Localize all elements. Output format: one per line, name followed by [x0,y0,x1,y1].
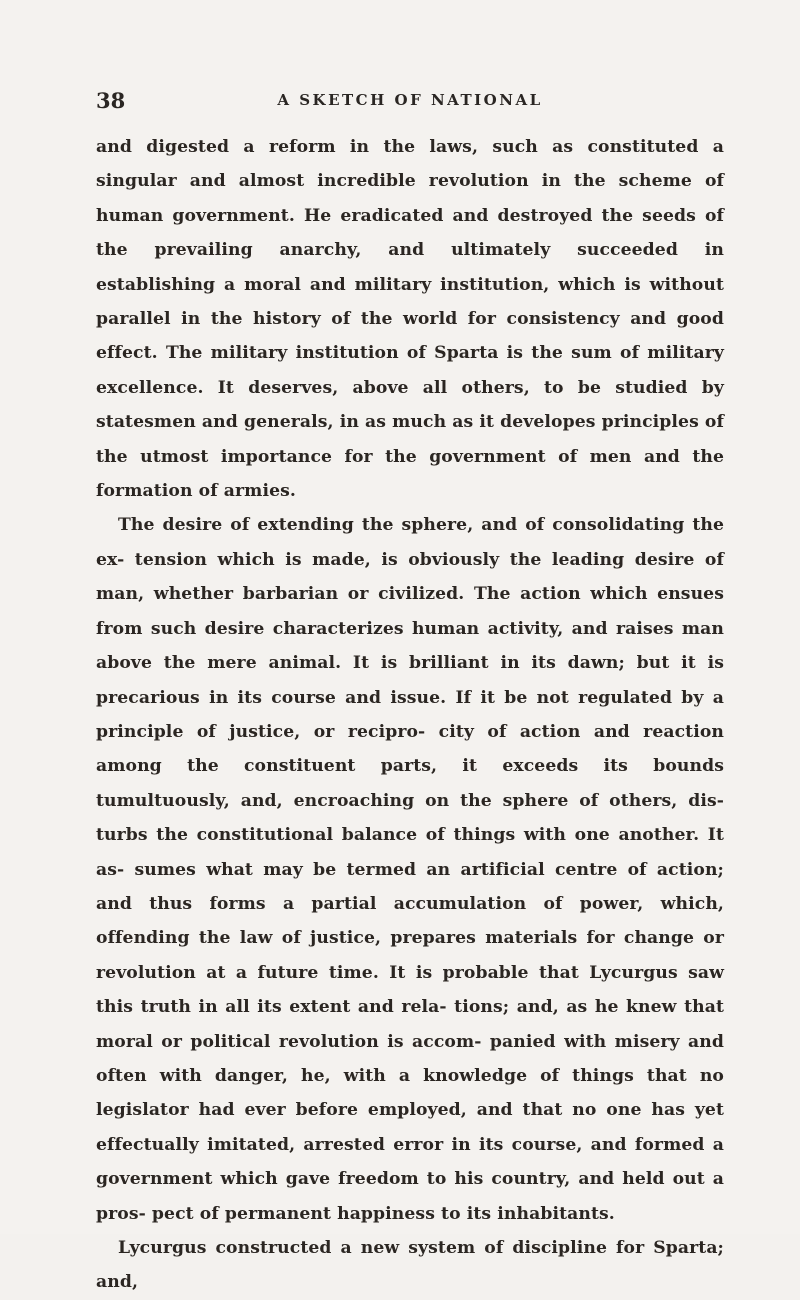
paragraph: Lycurgus constructed a new system of discipline for Sparta; and, [96,1238,724,1293]
running-head [96,88,724,112]
page-number: 38 [96,88,126,113]
body-text [96,130,724,1300]
paragraph-continued: and digested a reform in the laws, such as constituted a singular and almost incredible revolution in the scheme of human government. He eradicated and destroyed the seeds of the prevailing anarchy, and ultimately succeeded in establishing a moral and military institution, which is without parallel in the history of the world for consistency and good effect. The military institution of Sparta is the sum of military excellence. It deserves, above all others, to be studied by statesmen and generals, in as much as it developes principles of the utmost importance for the government of men and the formation of armies. [96,137,724,502]
paragraph: The desire of extending the sphere, and of consolidating the ex- tension which is made, is obviously the leading desire of man, whether barbarian or civilized. The action which ensues from such desire characterizes human activity, and raises man above the mere animal. It is brilliant in its dawn; but it is precarious in its course and issue. If it be not regulated by a principle of justice, or recipro- city of action and reaction among the constituent parts, it exceeds its bounds tumultuously, and, encroaching on the sphere of others, dis- turbs the constitutional balance of things with one another. It as- sumes what may be termed an artificial centre of action; and thus forms a partial accumulation of power, which, offending the law of justice, prepares materials for change or revolution at a future time. It is probable that Lycurgus saw this truth in all its extent and rela- tions; and, as he knew that moral or political revolution is accom- panied with misery and often with danger, he, with a knowledge of things that no legislator had ever before employed, and that no one has yet effectually imitated, arrested error in its course, and formed a government which gave freedom to his country, and held out a pros- pect of permanent happiness to its inhabitants. [96,515,724,1224]
running-title: A SKETCH OF NATIONAL [277,91,543,109]
